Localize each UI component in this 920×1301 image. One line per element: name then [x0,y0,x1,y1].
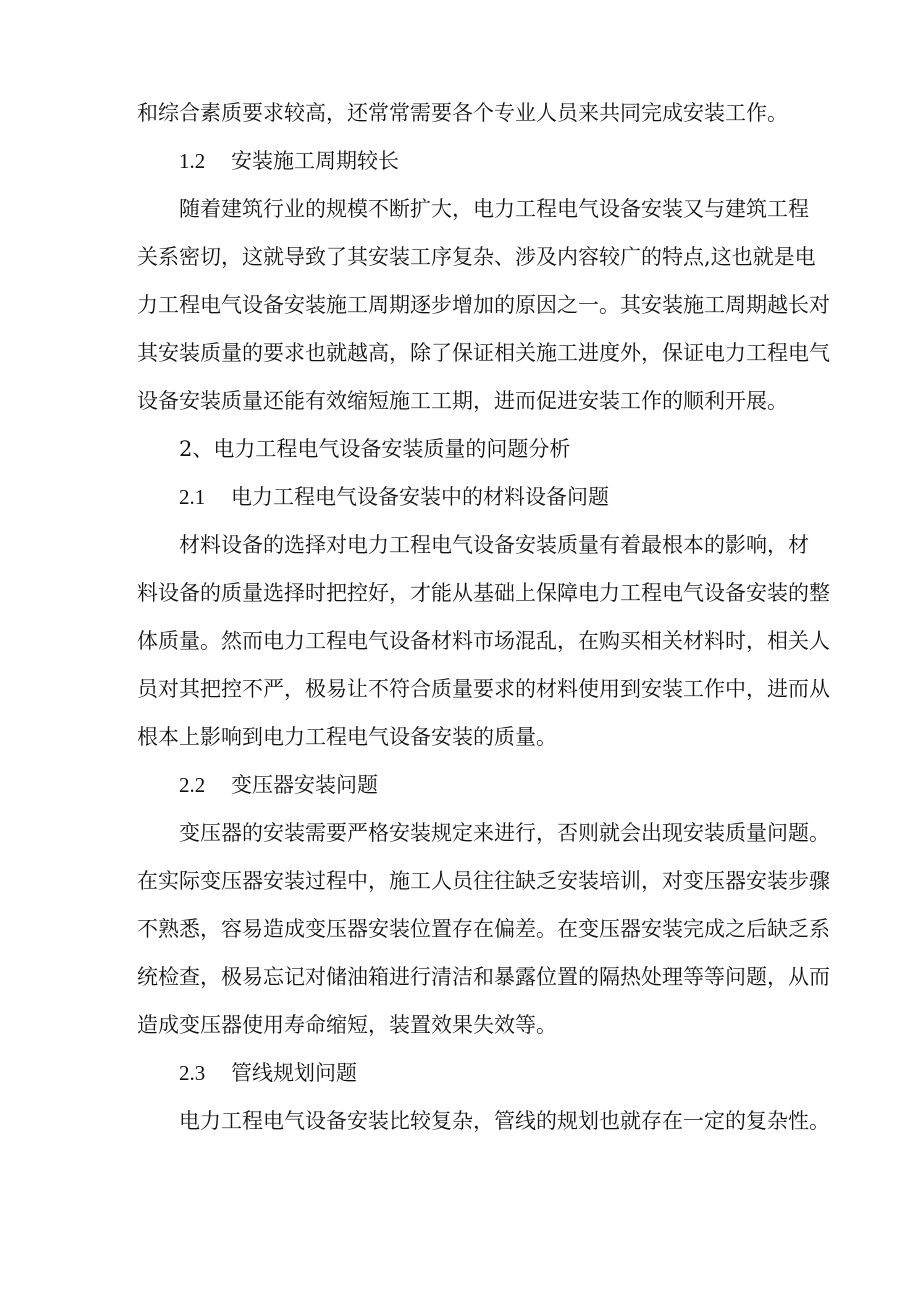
section-number: 1.2 [179,149,206,173]
section-heading-2-3 [179,1052,807,1094]
paragraph-line: 不熟悉，容易造成变压器安装位置存在偏差。在变压器安装完成之后缺乏系 [137,917,830,941]
paragraph-line: 变压器的安装需要严格安装规定来进行，否则就会出现安装质量问题。 [179,821,830,845]
paragraph-line: 其安装质量的要求也就越高，除了保证相关施工进度外，保证电力工程电气 [137,341,830,365]
section-title: 变压器安装问题 [231,773,378,797]
paragraph-line: 随着建筑行业的规模不断扩大，电力工程电气设备安装又与建筑工程 [179,197,809,221]
section-number: 2.2 [179,773,206,797]
paragraph-line: 统检查，极易忘记对储油箱进行清洁和暴露位置的隔热处理等等问题，从而 [137,965,830,989]
section-heading-1-2 [179,140,807,182]
paragraph-line: 员对其把控不严，极易让不符合质量要求的材料使用到安装工作中，进而从 [137,677,830,701]
paragraph-line: 在实际变压器安装过程中，施工人员往往缺乏安装培训，对变压器安装步骤 [137,869,830,893]
section-heading-2: 2、电力工程电气设备安装质量的问题分析 [179,437,571,461]
paragraph-line: 料设备的质量选择时把控好，才能从基础上保障电力工程电气设备安装的整 [137,581,830,605]
section-number: 2.1 [179,485,206,509]
section-title: 电力工程电气设备安装中的材料设备问题 [231,485,609,509]
paragraph-line: 根本上影响到电力工程电气设备安装的质量。 [137,725,557,749]
paragraph-line: 造成变压器使用寿命缩短，装置效果失效等。 [137,1013,557,1037]
paragraph-line: 电力工程电气设备安装比较复杂，管线的规划也就存在一定的复杂性。 [179,1109,830,1133]
section-title: 安装施工周期较长 [231,149,399,173]
paragraph-line: 设备安装质量还能有效缩短施工工期，进而促进安装工作的顺利开展。 [137,389,788,413]
section-heading-2-1 [179,476,807,518]
paragraph-line: 力工程电气设备安装施工周期逐步增加的原因之一。其安装施工周期越长对 [137,293,830,317]
paragraph-line: 体质量。然而电力工程电气设备材料市场混乱，在购买相关材料时，相关人 [137,629,830,653]
section-number: 2.3 [179,1061,206,1085]
paragraph-line: 和综合素质要求较高，还常常需要各个专业人员来共同完成安装工作。 [137,101,788,125]
section-heading-2-2 [179,764,807,806]
paragraph-line: 材料设备的选择对电力工程电气设备安装质量有着最根本的影响，材 [179,533,809,557]
paragraph-line: 关系密切，这就导致了其安装工序复杂、涉及内容较广的特点,这也就是电 [137,245,816,269]
section-title: 管线规划问题 [231,1061,357,1085]
